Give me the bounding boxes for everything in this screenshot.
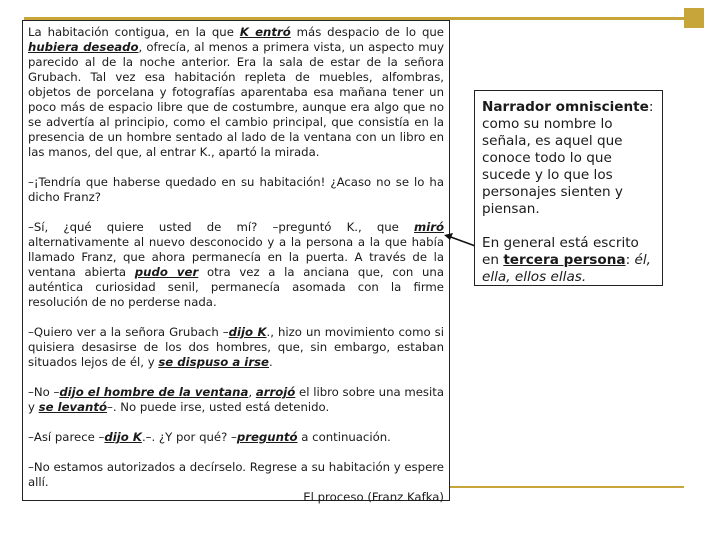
pronoun-examples: él, ella, ellos ellas. xyxy=(482,252,651,285)
narrator-note-box xyxy=(474,90,663,286)
excerpt-box xyxy=(22,20,450,504)
verb-highlight: se dispuso a irse xyxy=(158,355,269,369)
corner-decorative-square xyxy=(684,8,704,28)
narrator-person-note: En general está escrito en tercera persona: él, ella, ellos ellas. xyxy=(482,235,651,285)
excerpt-paragraph-7: –No estamos autorizados a decírselo. Regrese a su habitación y espere allí. xyxy=(28,460,444,489)
excerpt-paragraph-5: –No –dijo el hombre de la ventana, arrojó el libro sobre una mesita y se levantó–. No puede irse, usted está detenido. xyxy=(28,385,445,414)
source-citation: El proceso (Franz Kafka) xyxy=(303,490,444,504)
verb-highlight: dijo K xyxy=(104,430,142,444)
third-person-term: tercera persona xyxy=(503,252,626,268)
verb-highlight: dijo K xyxy=(228,325,267,339)
narrator-definition: Narrador omnisciente: como su nombre lo señala, es aquel que conoce todo lo que sucede y lo que los personajes sienten y piensan. xyxy=(482,99,654,217)
excerpt-paragraph-1: La habitación contigua, en la que K entró más despacio de lo que hubiera deseado, ofrecía, al menos a primera vista, un aspecto muy parecido al de la noche anterior. Era la sala de estar de la señora Grubach. Tal vez esa habitación repleta de muebles, alfombras, objetos de porcelana y fotografías aparentaba esa mañana tener un poco más de espacio libre que de costumbre, aunque era algo que no se advertía al principio, como el cambio principal, que consistía en la presencia de un hombre sentado al lado de la ventana con un libro en las manos, del que, al entrar K., apartó la mirada. xyxy=(28,25,444,159)
verb-highlight: hubiera deseado xyxy=(28,40,139,54)
verb-highlight: arrojó xyxy=(255,385,296,399)
excerpt-paragraph-4: –Quiero ver a la señora Grubach –dijo K., hizo un movimiento como si quisiera desasirse de los dos hombres, que, sin embargo, estaban situados lejos de él, y se dispuso a irse. xyxy=(28,325,444,369)
verb-highlight: K entró xyxy=(239,25,291,39)
excerpt-paragraph-6: –Así parece –dijo K.–. ¿Y por qué? –preguntó a continuación. xyxy=(28,430,391,444)
verb-highlight: pudo ver xyxy=(134,265,199,279)
verb-highlight: preguntó xyxy=(236,430,298,444)
excerpt-paragraph-3: –Sí, ¿qué quiere usted de mí? –preguntó K., que miró alternativamente al nuevo desconocido y a la persona a la que había llamado Franz, que ahora permanecía en la puerta. A través de la ventana abierta pudo ver otra vez a la anciana que, con una auténtica curiosidad senil, permanecía asomada con la firme resolución de no perderse nada. xyxy=(28,220,445,309)
narrator-term: Narrador omnisciente xyxy=(482,99,649,115)
excerpt-paragraph-2: –¡Tendría que haberse quedado en su habitación! ¿Acaso no se lo ha dicho Franz? xyxy=(28,175,444,204)
verb-highlight: dijo el hombre de la ventana xyxy=(59,385,249,399)
verb-highlight: se levantó xyxy=(38,400,107,414)
bottom-decorative-line xyxy=(440,486,684,488)
verb-highlight: miró xyxy=(414,220,444,234)
